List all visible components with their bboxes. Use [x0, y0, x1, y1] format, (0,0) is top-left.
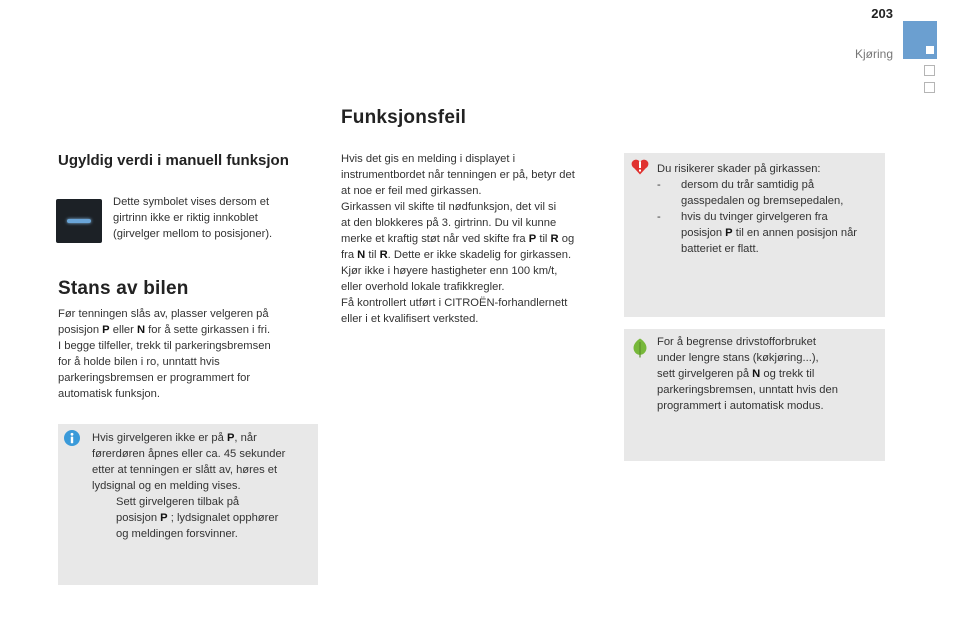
chapter-tab: [903, 21, 937, 59]
malfunction-text: Hvis det gis en melding i displayet i instrumentbordet når tenningen er på, betyr det at noe er feil med girkassen. Girkassen vil skifte til nødfunksjon, det vil si at den blokkeres på 3. girtrinn. Du vil kunne merke et kraftig støt når ved skifte fra P til R og fra N til R. Dette er ikke skadelig for girkassen. Kjør ikke i høyere hastigheter enn 100 km/t, eller overhold lokale trafikkregler. Få kontrollert utført i CITROËN-forhandlernett eller i et kvalifisert verksted.: [341, 153, 575, 325]
stopping-text: Før tenningen slås av, plasser velgeren på posisjon P eller N for å sette girkassen i fri. I begge tilfeller, trekk til parkeringsbremsen for å holde bilen i ro, unntatt hvis parkeringsbremsen er programmert for automatisk funksjon.: [58, 308, 271, 400]
heading-funksjonsfeil: Funksjonsfeil: [341, 107, 467, 128]
gear-selector-fault-symbol-icon: [56, 199, 102, 243]
eco-tip-text: For å begrense drivstofforbruket under lengre stans (køkjøring...), sett girvelgeren på N og trekk til parkeringsbremsen, unntatt hvis den programmert i automatisk modus.: [657, 336, 838, 412]
eco-tip-panel: [624, 329, 885, 461]
section-title: Kjøring: [854, 47, 893, 61]
info-icon: [64, 430, 80, 446]
info-panel-text: Hvis girvelgeren ikke er på P, når førerdøren åpnes eller ca. 45 sekunder etter at tenningen er slått av, høres et lydsignal og en melding vises. Sett girvelgeren tilbak på posisjon P ; lydsignalet opphører og meldingen forsvinner.: [92, 432, 286, 540]
heading-invalid-value: Ugyldig verdi i manuell funksjon: [58, 152, 289, 169]
warning-panel-text: Du risikerer skader på girkassen: - dersom du trår samtidig på gasspedalen og bremsepedalen, - hvis du tvinger girvelgeren fra posisjon P til en annen posisjon når batteriet er flatt.: [657, 163, 858, 255]
heading-stopping: Stans av bilen: [58, 278, 189, 299]
warning-panel: [624, 153, 885, 317]
page-number: 203: [871, 6, 893, 21]
invalid-value-text: Dette symbolet vises dersom et girtrinn ikke er riktig innkoblet (girvelger mellom to posisjoner).: [113, 196, 273, 240]
chapter-marker-box-2: [924, 82, 935, 93]
info-panel: [58, 424, 318, 585]
arrow-bullet-icon: [92, 494, 116, 510]
chapter-tab-marker: [926, 46, 934, 54]
chapter-marker-box-1: [924, 65, 935, 76]
eco-leaf-icon: [632, 338, 648, 358]
warning-exclamation-icon: [631, 159, 649, 175]
symbol-bar: [67, 219, 91, 223]
